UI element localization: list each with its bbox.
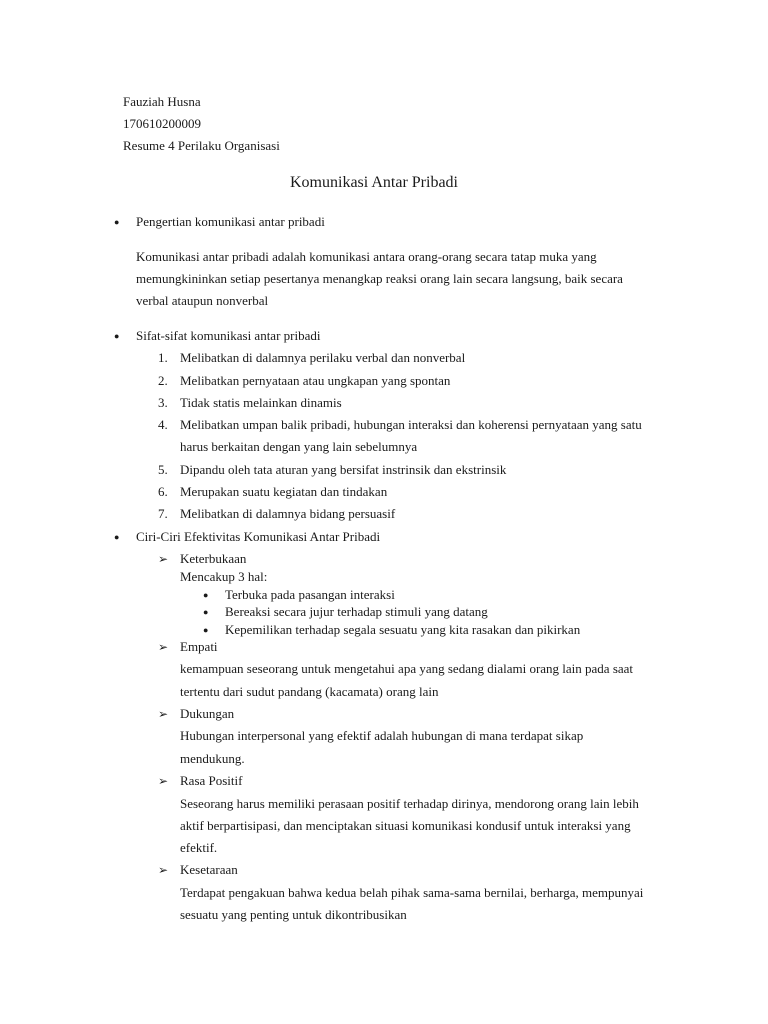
course-title: Resume 4 Perilaku Organisasi (123, 138, 280, 153)
trait-description-line: efektif. (180, 840, 218, 855)
list-item: Melibatkan di dalamnya perilaku verbal dan nonverbal (180, 350, 466, 365)
bullet-icon: ● (114, 331, 120, 341)
student-id: 170610200009 (123, 116, 201, 131)
sub-list-item: Bereaksi secara jujur terhadap stimuli yang datang (225, 604, 488, 619)
list-item: Melibatkan umpan balik pribadi, hubungan interaksi dan koherensi pernyataan yang satu (180, 417, 642, 432)
list-item-continuation: harus berkaitan dengan yang lain sebelumnya (180, 439, 418, 454)
arrow-bullet-icon: ➢ (158, 640, 169, 654)
trait-intro: Mencakup 3 hal: (180, 569, 268, 584)
sub-list-item: Kepemilikan terhadap segala sesuatu yang kita rasakan dan pikirkan (225, 622, 581, 637)
arrow-bullet-icon: ➢ (158, 774, 169, 788)
list-item: Melibatkan pernyataan atau ungkapan yang spontan (180, 373, 451, 388)
list-item-number: 2. (158, 373, 168, 388)
trait-description-line: tertentu dari sudut pandang (kacamata) orang lain (180, 684, 439, 699)
section3-heading: Ciri-Ciri Efektivitas Komunikasi Antar Pribadi (136, 529, 381, 544)
list-item: Melibatkan di dalamnya bidang persuasif (180, 506, 396, 521)
list-item-number: 6. (158, 484, 168, 499)
list-item-number: 1. (158, 350, 168, 365)
section1-paragraph-line: memungkininkan setiap pesertanya menangkap reaksi orang lain secara langsung, baik secara (136, 271, 623, 286)
trait-description-line: mendukung. (180, 751, 245, 766)
list-item-number: 3. (158, 395, 168, 410)
list-item-number: 4. (158, 417, 168, 432)
trait-description-line: Hubungan interpersonal yang efektif adalah hubungan di mana terdapat sikap (180, 728, 584, 743)
trait-description-line: sesuatu yang penting untuk dikontribusikan (180, 907, 407, 922)
list-item-number: 7. (158, 506, 168, 521)
bullet-icon: ● (114, 532, 120, 542)
list-item: Merupakan suatu kegiatan dan tindakan (180, 484, 388, 499)
list-item-number: 5. (158, 462, 168, 477)
trait-label-dukungan: Dukungan (180, 706, 235, 721)
arrow-bullet-icon: ➢ (158, 863, 169, 877)
trait-description-line: aktif berpartisipasi, dan menciptakan situasi komunikasi kondusif untuk interaksi yang (180, 818, 631, 833)
list-item: Dipandu oleh tata aturan yang bersifat instrinsik dan ekstrinsik (180, 462, 507, 477)
author-name: Fauziah Husna (123, 94, 201, 109)
bullet-icon: ● (203, 625, 209, 635)
trait-description-line: Seseorang harus memiliki perasaan positif terhadap dirinya, mendorong orang lain lebih (180, 796, 639, 811)
section1-paragraph-line: Komunikasi antar pribadi adalah komunikasi antara orang-orang secara tatap muka yang (136, 249, 597, 264)
trait-label-keterbukaan: Keterbukaan (180, 551, 247, 566)
section1-paragraph-line: verbal ataupun nonverbal (136, 293, 269, 308)
list-item: Tidak statis melainkan dinamis (180, 395, 342, 410)
bullet-icon: ● (114, 217, 120, 227)
trait-label-kesetaraan: Kesetaraan (180, 862, 238, 877)
section2-heading: Sifat-sifat komunikasi antar pribadi (136, 328, 321, 343)
trait-description-line: Terdapat pengakuan bahwa kedua belah pihak sama-sama bernilai, berharga, mempunyai (180, 885, 644, 900)
document-title: Komunikasi Antar Pribadi (290, 174, 458, 191)
trait-label-rasa-positif: Rasa Positif (180, 773, 243, 788)
trait-label-empati: Empati (180, 639, 218, 654)
sub-list-item: Terbuka pada pasangan interaksi (225, 587, 395, 602)
arrow-bullet-icon: ➢ (158, 552, 169, 566)
section1-heading: Pengertian komunikasi antar pribadi (136, 214, 325, 229)
bullet-icon: ● (203, 590, 209, 600)
bullet-icon: ● (203, 607, 209, 617)
arrow-bullet-icon: ➢ (158, 707, 169, 721)
trait-description-line: kemampuan seseorang untuk mengetahui apa yang sedang dialami orang lain pada saat (180, 661, 634, 676)
